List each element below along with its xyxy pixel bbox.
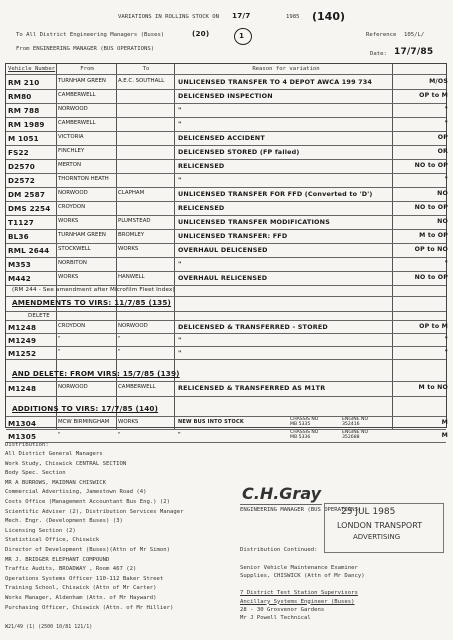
- delete-label: DELETE: [28, 313, 50, 319]
- reason-cell: ": [178, 336, 182, 344]
- delete-title: AND DELETE: FROM VIRS: 15/7/85 (139): [12, 369, 180, 378]
- from-cell: VICTORIA: [58, 134, 84, 140]
- stamp-org2: ADVERTISING: [353, 533, 401, 541]
- stamp-date: 25 JUL 1985: [341, 507, 396, 517]
- reason-cell: DELICENSED STORED (FP failed): [178, 148, 300, 156]
- distribution-item: Work Study, Chiswick CENTRAL SECTION: [5, 460, 127, 467]
- reason-cell: OVERHAUL DELICENSED: [178, 246, 268, 254]
- vehicle-cell: FS22: [8, 148, 29, 157]
- from-cell: CROYDON: [58, 323, 86, 329]
- date-value: 17/7/85: [394, 47, 434, 57]
- vehicle-cell: RML 2644: [8, 246, 50, 255]
- vehicle-cell: RM 1989: [8, 120, 45, 129]
- table-row: [6, 334, 448, 346]
- from-cell: ": [58, 349, 61, 355]
- vehicle-cell: RM 788: [8, 106, 40, 115]
- to-cell: ": [118, 432, 121, 438]
- reference-value: 105/L/: [404, 32, 425, 38]
- col-vehicle-number: Vehicle Number: [8, 66, 56, 72]
- chassis-cell: CHASSIS NO MB 5335: [290, 417, 319, 427]
- vehicle-cell: M1248: [8, 323, 37, 332]
- table-header: [6, 64, 448, 74]
- vehicle-cell: D2570: [8, 162, 35, 171]
- distribution-item: Traffic Audits, BROADWAY , Room 467 (2): [5, 566, 137, 573]
- vehicle-cell: DM 2587: [8, 190, 46, 199]
- table-row: [6, 132, 448, 145]
- reason-cell: NEW BUS INTO STOCK: [178, 419, 244, 425]
- table-row: [6, 188, 448, 201]
- vehicle-cell: M1248: [8, 384, 37, 393]
- vehicle-cell: M1252: [8, 349, 37, 358]
- reason-cell: ": [178, 120, 182, 128]
- vehicle-cell: T1127: [8, 218, 34, 227]
- distribution-item: Director of Development (Buses)(Attn of Mr Simon): [5, 547, 171, 553]
- code-cell: OP to M: [419, 323, 448, 330]
- code-cell: M: [441, 419, 448, 426]
- code-cell: OP to M: [419, 92, 448, 99]
- distribution-item: Purchasing Officer, Chiswick (Attn. of Mr Hillier): [5, 604, 174, 611]
- distribution-item: Costs Office (Management Accountant Bus Eng.) (2): [5, 499, 171, 505]
- from-cell: MCW BIRMINGHAM: [58, 419, 110, 425]
- reason-cell: ": [178, 176, 182, 184]
- from-line: From ENGINEERING MANAGER (BUS OPERATIONS): [16, 46, 155, 52]
- table-row: [6, 90, 448, 103]
- distribution-item: Licensing Section (2): [5, 527, 76, 534]
- code-cell: ": [444, 349, 448, 356]
- code-cell: M: [441, 432, 448, 439]
- code-cell: ": [444, 120, 448, 127]
- table-row: [6, 382, 448, 396]
- to-cell: PLUMSTEAD: [118, 218, 151, 224]
- distribution-item: Mr J Powell Technical: [240, 615, 311, 622]
- reason-cell: ": [178, 349, 182, 357]
- reason-cell: DELICENSED ACCIDENT: [178, 134, 265, 142]
- variations-label: VARIATIONS IN ROLLING STOCK ON: [118, 14, 220, 20]
- to-cell: WORKS: [118, 246, 139, 252]
- chassis-cell: CHASSIS NO MB 5336: [290, 430, 319, 440]
- from-cell: WORKS: [58, 218, 79, 224]
- table-row: [6, 160, 448, 173]
- reason-cell: RELICENSED: [178, 204, 225, 212]
- from-cell: MERTON: [58, 162, 81, 168]
- footer-code: W21/49 (1) (2500 10/81 121/1): [5, 624, 93, 630]
- from-cell: TURNHAM GREEN: [58, 232, 106, 238]
- variations-number: (140): [312, 10, 346, 23]
- distribution-item: Training School, Chiswick (Attn of Mr Carter): [5, 585, 157, 592]
- from-cell: WORKS: [58, 274, 79, 280]
- copy-number: 1: [239, 31, 245, 40]
- vehicle-cell: BL36: [8, 232, 29, 241]
- distribution-item: Senior Vehicle Maintenance Examiner: [240, 565, 358, 571]
- reason-cell: DELICENSED INSPECTION: [178, 92, 273, 100]
- reason-cell: ": [178, 432, 181, 438]
- from-cell: CAMBERWELL: [58, 120, 96, 126]
- vehicle-cell: RM80: [8, 92, 32, 101]
- from-cell: CROYDON: [58, 204, 86, 210]
- distribution-item: Operations Systems Officer 110-112 Baker Street: [5, 575, 164, 582]
- to-cell: ": [118, 336, 121, 342]
- from-cell: STOCKWELL: [58, 246, 91, 252]
- code-cell: ": [444, 260, 448, 267]
- signature-scribble: C.H.Gray: [242, 484, 322, 503]
- reason-cell: UNLICENSED TRANSFER: FFD: [178, 232, 288, 240]
- table-row: [6, 258, 448, 271]
- from-cell: NORBITON: [58, 260, 87, 266]
- code-cell: NO to OP: [414, 204, 448, 211]
- to-cell: HANWELL: [118, 274, 145, 280]
- code-cell: M/OS: [429, 78, 448, 85]
- distribution-item: Body Spec. Section: [5, 470, 66, 477]
- note-row: (RM 244 - See amendment after Microfilm Fleet Index): [12, 287, 175, 293]
- variations-year: 1985: [286, 14, 300, 20]
- code-cell: NO to OP: [414, 162, 448, 169]
- vehicle-cell: M1249: [8, 336, 37, 345]
- to-cell: WORKS: [118, 419, 139, 425]
- table-row: [6, 174, 448, 187]
- table-row: [6, 230, 448, 243]
- distribution-item: All District General Managers: [5, 451, 103, 457]
- vehicle-cell: DMS 2254: [8, 204, 51, 213]
- vehicle-cell: M 1051: [8, 134, 39, 143]
- vehicle-cell: M442: [8, 274, 31, 283]
- from-cell: CAMBERWELL: [58, 92, 96, 98]
- code-cell: OR: [437, 148, 448, 155]
- signed-by: ENGINEERING MANAGER (BUS OPERATIONS): [240, 507, 362, 513]
- amendments-title: AMENDMENTS TO VIRS: 11/7/85 (135): [12, 298, 172, 307]
- code-cell: OP to NO: [414, 246, 448, 253]
- reason-cell: UNLICENSED TRANSFER TO 4 DEPOT AWCA 199 734: [178, 78, 373, 86]
- col-reason: Reason for variation: [252, 66, 320, 72]
- date-label: Date:: [370, 51, 387, 57]
- to-cell: ": [118, 349, 121, 355]
- distribution-item: Statistical Office, Chiswick: [5, 537, 100, 544]
- reason-cell: RELICENSED & TRANSFERRED AS M1TR: [178, 384, 326, 392]
- code-cell: M to NO: [418, 384, 448, 391]
- code-cell: ": [444, 176, 448, 183]
- reason-cell: ": [178, 106, 182, 114]
- table-row: [6, 272, 448, 285]
- table-row: [6, 146, 448, 159]
- stamp-org1: LONDON TRANSPORT: [337, 521, 423, 530]
- code-cell: OP: [437, 134, 448, 141]
- vehicle-cell: M1304: [8, 419, 37, 428]
- to-cell: CLAPHAM: [118, 190, 145, 196]
- code-cell: NO: [437, 190, 448, 197]
- from-cell: TURNHAM GREEN: [58, 78, 106, 84]
- distribution-item: MR J. BRIDGER ELEPHANT COMPOUND: [5, 556, 110, 563]
- from-cell: NORWOOD: [58, 190, 88, 196]
- from-cell: ": [58, 336, 61, 342]
- distribution-item: Scientific Adviser (2), Distribution Services Manager: [5, 508, 184, 515]
- code-cell: ": [444, 106, 448, 113]
- distribution-item: Ancillary Systems Engineer (Buses): [240, 598, 355, 605]
- distribution-item: Works Manager, Aldenham (Attn. of Mr Hayward): [5, 595, 157, 601]
- table-row: [6, 417, 448, 429]
- from-cell: NORWOOD: [58, 106, 88, 112]
- reference-label: Reference: [366, 32, 397, 38]
- from-cell: NORWOOD: [58, 384, 88, 390]
- distribution-title: Distribution:: [5, 442, 49, 448]
- reason-cell: OVERHAUL RELICENSED: [178, 274, 268, 282]
- from-cell: FINCHLEY: [58, 148, 85, 154]
- to-cell: A.E.C. SOUTHALL: [118, 78, 165, 84]
- code-cell: M to OP: [419, 232, 448, 239]
- reason-cell: DELICENSED & TRANSFERRED - STORED: [178, 323, 328, 331]
- to-cell: CAMBERWELL: [118, 384, 156, 390]
- to-cell: NORWOOD: [118, 323, 148, 329]
- vehicle-cell: RM 210: [8, 78, 40, 87]
- to-cell: BROMLEY: [118, 232, 145, 238]
- table-row: [6, 216, 448, 229]
- reason-cell: RELICENSED: [178, 162, 225, 170]
- distribution-item: Mech. Engr. (Development Buses) (3): [5, 518, 123, 525]
- table-row: [6, 430, 448, 442]
- distribution-item: Supplies, CHISWICK (Attn of Mr Dancy): [240, 573, 365, 580]
- col-to: To: [142, 66, 150, 72]
- engine-cell: ENGINE NO 352688: [342, 430, 369, 440]
- table-row: [6, 76, 448, 89]
- reason-cell: UNLICENSED TRANSFER FOR FFD (Converted to 'D'): [178, 190, 373, 198]
- variations-date: 17/7: [232, 11, 251, 20]
- additions-title: ADDITIONS TO VIRS: 17/7/85 (140): [12, 404, 159, 413]
- code-cell: NO to OP: [414, 274, 448, 281]
- code-cell: NO: [437, 218, 448, 225]
- distribution-item: Commercial Advertising, Jamestown Road (4): [5, 489, 147, 496]
- table-row: [6, 118, 448, 131]
- distribution-item: 28 - 30 Grosvenor Gardens: [240, 607, 325, 613]
- distribution-item: 7 District Test Station Supervisors: [240, 590, 358, 597]
- distribution-count: (20): [192, 29, 210, 38]
- table-row: [6, 202, 448, 215]
- received-stamp: [324, 503, 444, 553]
- table-row: [6, 347, 448, 359]
- code-cell: ": [444, 336, 448, 343]
- from-cell: THORNTON HEATH: [58, 176, 109, 182]
- reason-cell: ": [178, 260, 182, 268]
- table-row: [6, 104, 448, 117]
- table-row: [6, 321, 448, 333]
- vehicle-cell: M1305: [8, 432, 37, 441]
- vehicle-cell: D2572: [8, 176, 35, 185]
- distribution-item: MR A BURROWS, MAIDMAN CHISWICK: [5, 479, 107, 486]
- distribution-continued-title: Distribution Continued:: [240, 547, 318, 553]
- reason-cell: UNLICENSED TRANSFER MODIFICATIONS: [178, 218, 331, 226]
- from-cell: ": [58, 432, 61, 438]
- table-row: [6, 244, 448, 257]
- vehicle-cell: M353: [8, 260, 31, 269]
- to-line: To All District Engineering Managers (Buses): [16, 32, 165, 38]
- variations-table: [5, 63, 448, 441]
- col-from: From: [80, 66, 94, 72]
- engine-cell: ENGINE NO 352416: [342, 417, 369, 427]
